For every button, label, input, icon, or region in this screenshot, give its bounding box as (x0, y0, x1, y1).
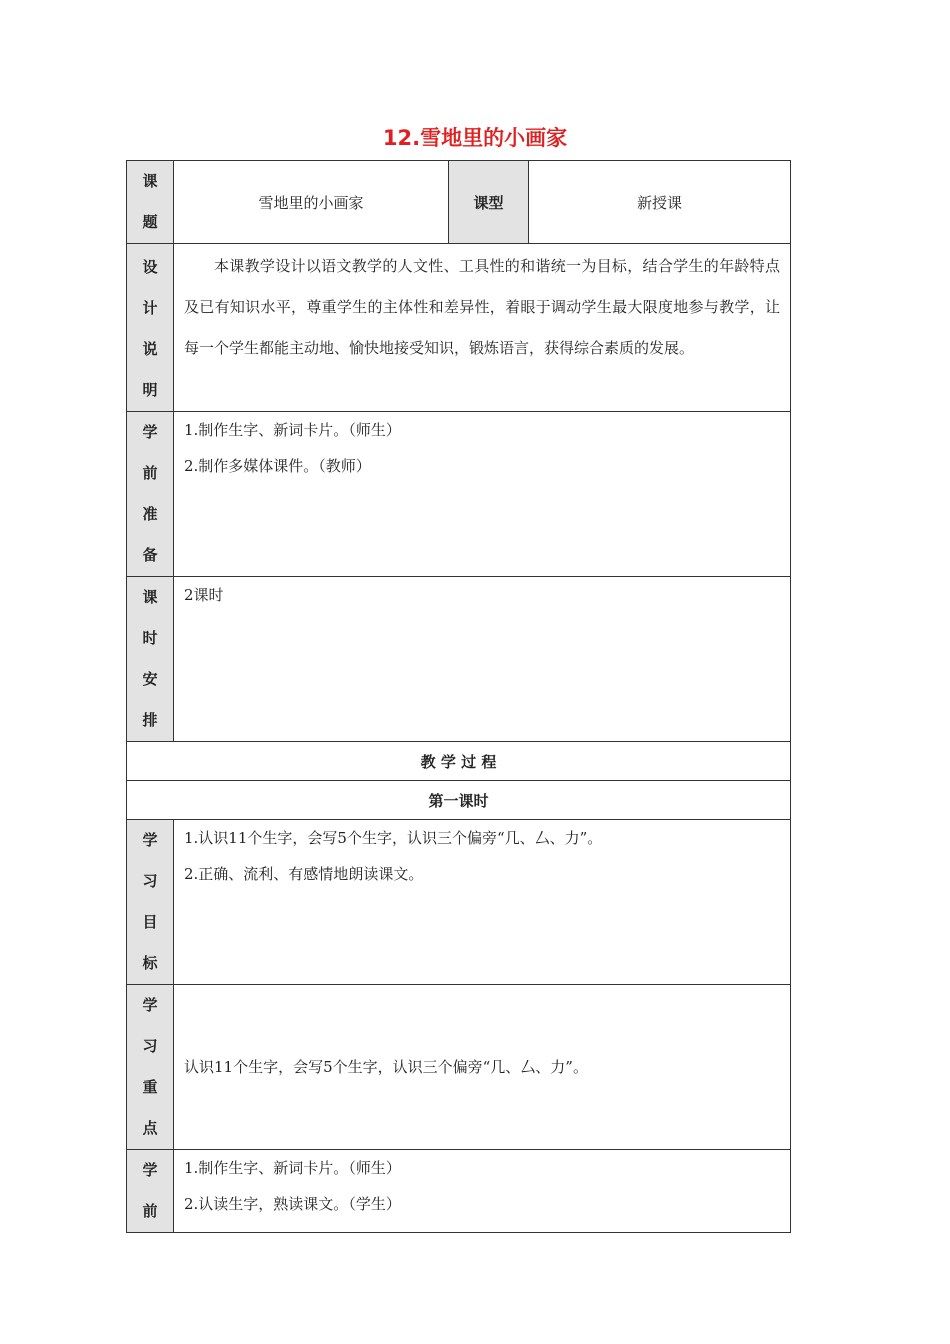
lesson-plan-table (126, 160, 791, 1233)
type-label: 课型 (449, 161, 529, 244)
topic-value: 雪地里的小画家 (174, 161, 449, 244)
process-heading-row (127, 742, 791, 781)
prep2-content (174, 1150, 791, 1233)
prep-item-2: 2.制作多媒体课件。（教师） (184, 457, 371, 475)
prep-content (174, 412, 791, 577)
prep2-item-2: 2.认读生字，熟读课文。（学生） (184, 1195, 401, 1213)
topic-label: 课 题 (127, 161, 174, 244)
prep-item-1: 1.制作生字、新词卡片。（师生） (184, 421, 401, 439)
focus-text: 认识11个生字，会写5个生字，认识三个偏旁“几、厶、力”。 (184, 1058, 588, 1076)
prep2-label: 学 前 (127, 1150, 174, 1233)
type-value: 新授课 (529, 161, 791, 244)
lesson1-heading: 第一课时 (127, 781, 791, 820)
goal-item-2: 2.正确、流利、有感情地朗读课文。 (184, 865, 424, 883)
prep2-item-1: 1.制作生字、新词卡片。（师生） (184, 1159, 401, 1177)
lesson1-heading-row (127, 781, 791, 820)
topic-row (127, 161, 791, 244)
schedule-content (174, 577, 791, 742)
goals-row (127, 820, 791, 985)
goal-item-1: 1.认识11个生字，会写5个生字，认识三个偏旁“几、厶、力”。 (184, 829, 603, 847)
schedule-text: 2课时 (184, 586, 224, 604)
prep-label: 学 前 准 备 (127, 412, 174, 577)
design-content (174, 244, 791, 412)
prep-row (127, 412, 791, 577)
schedule-label: 课 时 安 排 (127, 577, 174, 742)
schedule-row (127, 577, 791, 742)
prep2-row (127, 1150, 791, 1233)
process-heading: 教 学 过 程 (127, 742, 791, 781)
goals-content (174, 820, 791, 985)
design-label: 设 计 说 明 (127, 244, 174, 412)
focus-label: 学 习 重 点 (127, 985, 174, 1150)
goals-label: 学 习 目 标 (127, 820, 174, 985)
focus-row (127, 985, 791, 1150)
design-text: 本课教学设计以语文教学的人文性、工具性的和谐统一为目标，结合学生的年龄特点及已有知识水平，尊重学生的主体性和差异性，着眼于调动学生最大限度地参与教学，让每一个学生都能主动地、愉快地接受知识，锻炼语言，获得综合素质的发展。 (184, 257, 780, 357)
focus-content (174, 985, 791, 1150)
design-row (127, 244, 791, 412)
document-title: 12.雪地里的小画家 (382, 126, 568, 150)
